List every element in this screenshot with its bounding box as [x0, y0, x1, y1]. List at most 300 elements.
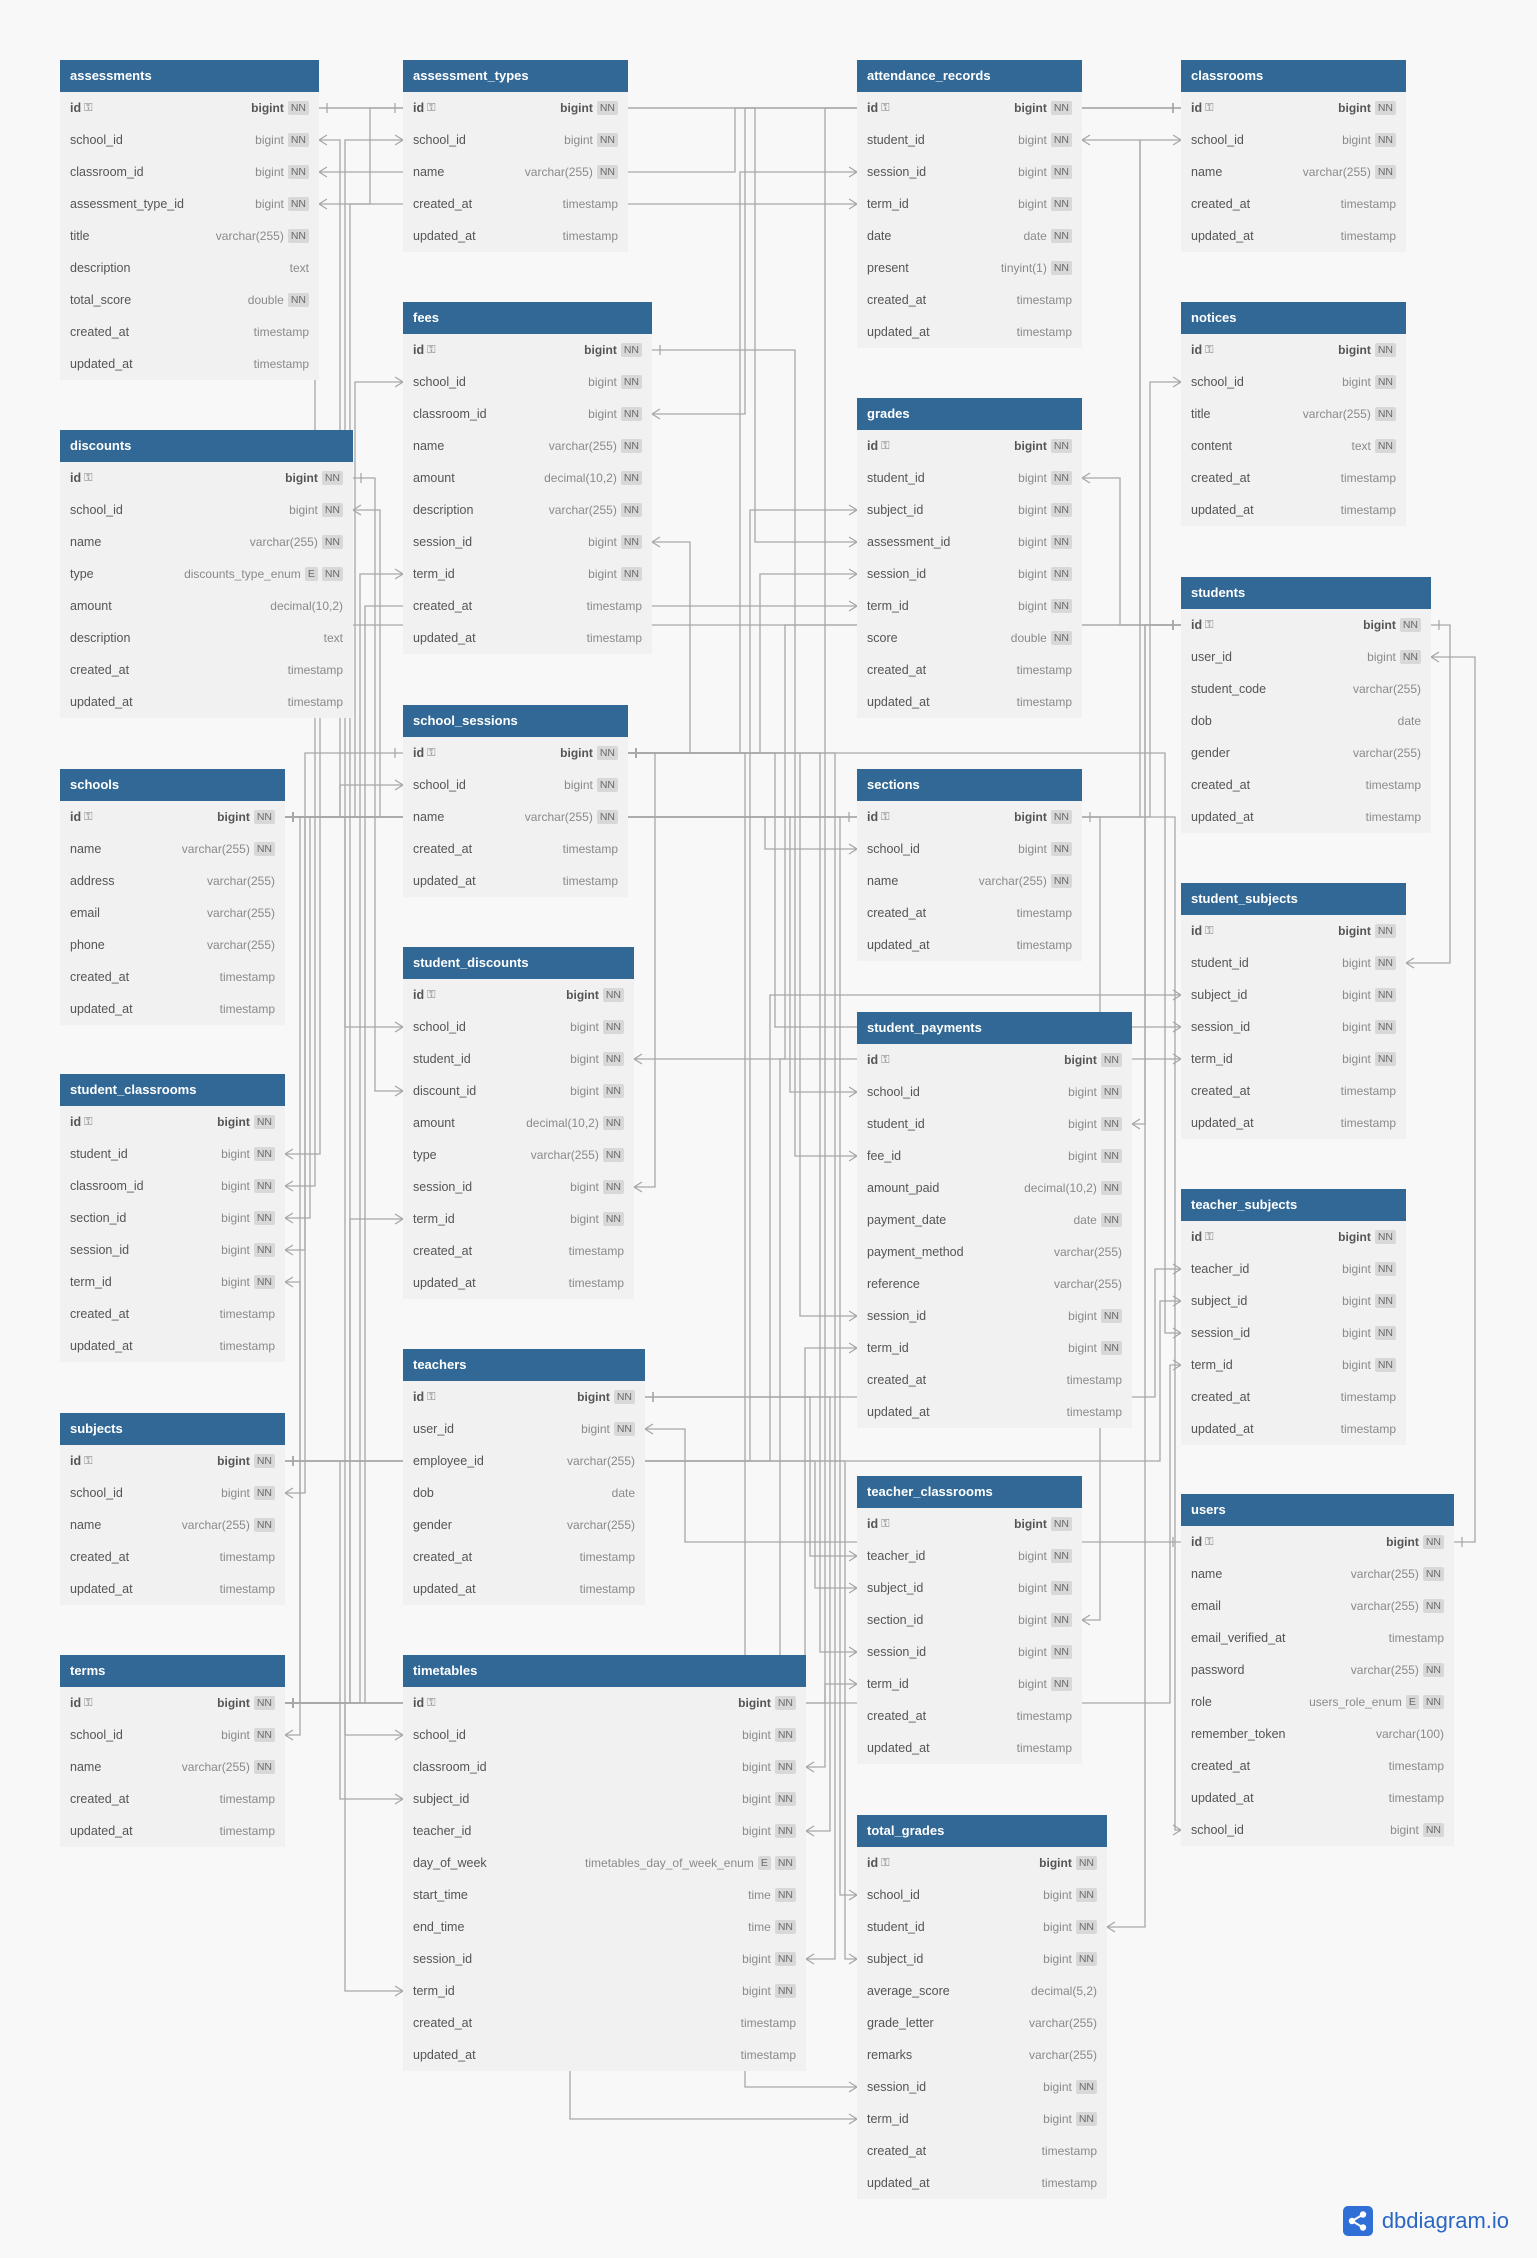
column-row[interactable]: [1181, 92, 1406, 124]
column-row[interactable]: [857, 188, 1082, 220]
column-row[interactable]: [403, 220, 628, 252]
column-name: updated_at: [1191, 810, 1254, 824]
column-row[interactable]: [60, 1106, 285, 1138]
column-row[interactable]: [1181, 1814, 1454, 1846]
column-row[interactable]: [60, 1509, 285, 1541]
column-row[interactable]: [857, 1140, 1132, 1172]
table-header[interactable]: teacher_subjects: [1181, 1189, 1406, 1221]
column-row[interactable]: [1181, 1011, 1406, 1043]
table-header[interactable]: discounts: [60, 430, 353, 462]
column-name: updated_at: [867, 2176, 930, 2190]
column-type: timestamp: [287, 695, 343, 709]
column-row[interactable]: [857, 1172, 1132, 1204]
column-row[interactable]: [1181, 641, 1431, 673]
column-row[interactable]: [403, 1509, 645, 1541]
column-row[interactable]: [857, 2167, 1107, 2199]
column-row[interactable]: [1181, 1221, 1406, 1253]
column-row[interactable]: [1181, 156, 1406, 188]
column-row[interactable]: [60, 526, 353, 558]
table-student_payments[interactable]: [857, 1012, 1132, 1428]
column-row[interactable]: [403, 833, 628, 865]
column-type: text: [1351, 439, 1371, 453]
column-row[interactable]: [857, 897, 1082, 929]
column-row[interactable]: [857, 558, 1082, 590]
column-row[interactable]: [1181, 1526, 1454, 1558]
column-row[interactable]: [857, 1364, 1132, 1396]
table-header[interactable]: classrooms: [1181, 60, 1406, 92]
column-row[interactable]: [60, 188, 319, 220]
not-null-badge: NN: [1076, 1856, 1097, 1870]
not-null-badge: NN: [603, 988, 624, 1002]
column-name: id: [413, 101, 425, 115]
column-row[interactable]: [403, 1043, 634, 1075]
column-type: bigint: [1338, 1230, 1371, 1244]
column-name: created_at: [70, 1792, 130, 1806]
column-row[interactable]: [857, 590, 1082, 622]
column-row[interactable]: [403, 558, 652, 590]
column-type: bigint: [570, 1084, 599, 1098]
column-row[interactable]: [60, 1170, 285, 1202]
column-row[interactable]: [60, 1751, 285, 1783]
column-row[interactable]: [403, 865, 628, 897]
table-teacher_classrooms[interactable]: [857, 1476, 1082, 1764]
column-name: id: [70, 101, 82, 115]
column-row[interactable]: [1181, 398, 1406, 430]
column-type: varchar(100): [1375, 1727, 1444, 1741]
table-header[interactable]: student_subjects: [1181, 883, 1406, 915]
not-null-badge: NN: [254, 1486, 275, 1500]
column-row[interactable]: [60, 1445, 285, 1477]
column-row[interactable]: [403, 979, 634, 1011]
column-row[interactable]: [60, 1138, 285, 1170]
column-type: timestamp: [1016, 938, 1072, 952]
column-row[interactable]: [857, 833, 1082, 865]
column-row[interactable]: [60, 316, 319, 348]
column-row[interactable]: [857, 1108, 1132, 1140]
column-row[interactable]: [60, 462, 353, 494]
table-header[interactable]: student_payments: [857, 1012, 1132, 1044]
column-row[interactable]: [1181, 334, 1406, 366]
many-marker: [849, 1151, 857, 1161]
column-row[interactable]: [60, 1573, 285, 1605]
table-header[interactable]: teachers: [403, 1349, 645, 1381]
table-header[interactable]: users: [1181, 1494, 1454, 1526]
not-null-badge: NN: [1423, 1567, 1444, 1581]
column-type: bigint: [1367, 650, 1396, 664]
column-row[interactable]: [857, 220, 1082, 252]
column-row[interactable]: [857, 1300, 1132, 1332]
table-timetables[interactable]: [403, 1655, 806, 2071]
column-row[interactable]: [403, 1235, 634, 1267]
column-row[interactable]: [403, 1879, 806, 1911]
not-null-badge: NN: [1375, 343, 1396, 357]
column-row[interactable]: [1181, 947, 1406, 979]
column-row[interactable]: [1181, 366, 1406, 398]
not-null-badge: NN: [775, 1952, 796, 1966]
column-row[interactable]: [1181, 1075, 1406, 1107]
column-row[interactable]: [60, 1234, 285, 1266]
table-assessment_types[interactable]: [403, 60, 628, 252]
column-row[interactable]: [403, 156, 628, 188]
column-row[interactable]: [857, 1879, 1107, 1911]
column-row[interactable]: [60, 1330, 285, 1362]
table-header[interactable]: assessment_types: [403, 60, 628, 92]
column-row[interactable]: [403, 1381, 645, 1413]
table-header[interactable]: assessments: [60, 60, 319, 92]
column-row[interactable]: [403, 1783, 806, 1815]
many-marker: [849, 537, 857, 547]
column-row[interactable]: [857, 654, 1082, 686]
column-row[interactable]: [1181, 124, 1406, 156]
column-row[interactable]: [403, 1075, 634, 1107]
column-row[interactable]: [1181, 1349, 1406, 1381]
column-row[interactable]: [403, 124, 628, 156]
column-row[interactable]: [60, 124, 319, 156]
column-name: name: [867, 874, 899, 888]
column-row[interactable]: [857, 156, 1082, 188]
column-type: timestamp: [586, 631, 642, 645]
column-row[interactable]: [403, 1413, 645, 1445]
column-row[interactable]: [857, 929, 1082, 961]
column-row[interactable]: [857, 1604, 1082, 1636]
column-row[interactable]: [857, 526, 1082, 558]
not-null-badge: NN: [254, 1275, 275, 1289]
table-attendance_records[interactable]: [857, 60, 1082, 348]
column-row[interactable]: [403, 1011, 634, 1043]
column-row[interactable]: [60, 1687, 285, 1719]
table-total_grades[interactable]: [857, 1815, 1107, 2199]
column-row[interactable]: [60, 833, 285, 865]
column-row[interactable]: [60, 220, 319, 252]
column-row[interactable]: [1181, 188, 1406, 220]
column-name: school_id: [70, 1728, 123, 1742]
table-header[interactable]: notices: [1181, 302, 1406, 334]
column-row[interactable]: [1181, 1654, 1454, 1686]
column-row[interactable]: [403, 494, 652, 526]
table-teacher_subjects[interactable]: [1181, 1189, 1406, 1445]
primary-key-icon: ⚿: [1205, 618, 1214, 631]
column-row[interactable]: [1181, 1718, 1454, 1750]
column-name: session_id: [867, 165, 927, 179]
column-row[interactable]: [1181, 430, 1406, 462]
column-row[interactable]: [403, 1171, 634, 1203]
column-type: bigint: [581, 1422, 610, 1436]
table-student_subjects[interactable]: [1181, 883, 1406, 1139]
column-row[interactable]: [1181, 737, 1431, 769]
column-type: varchar(255): [978, 874, 1047, 888]
not-null-badge: NN: [254, 1115, 275, 1129]
table-sections[interactable]: [857, 769, 1082, 961]
column-row[interactable]: [857, 1700, 1082, 1732]
column-type: bigint: [570, 1180, 599, 1194]
column-row[interactable]: [60, 252, 319, 284]
not-null-badge: NN: [1375, 1294, 1396, 1308]
column-row[interactable]: [60, 1719, 285, 1751]
not-null-badge: NN: [1051, 197, 1072, 211]
column-row[interactable]: [60, 865, 285, 897]
column-name: id: [867, 1053, 879, 1067]
table-student_discounts[interactable]: [403, 947, 634, 1299]
column-row[interactable]: [1181, 1590, 1454, 1622]
table-header[interactable]: teacher_classrooms: [857, 1476, 1082, 1508]
column-row[interactable]: [403, 1719, 806, 1751]
column-row[interactable]: [1181, 494, 1406, 526]
column-row[interactable]: [60, 929, 285, 961]
brand-logo[interactable]: [1343, 2206, 1509, 2236]
column-row[interactable]: [60, 558, 353, 590]
column-row[interactable]: [60, 1783, 285, 1815]
column-row[interactable]: [857, 1268, 1132, 1300]
column-row[interactable]: [403, 1541, 645, 1573]
column-row[interactable]: [1181, 609, 1431, 641]
table-fees[interactable]: [403, 302, 652, 654]
column-row[interactable]: [60, 590, 353, 622]
column-row[interactable]: [1181, 462, 1406, 494]
table-header[interactable]: fees: [403, 302, 652, 334]
column-row[interactable]: [1181, 801, 1431, 833]
column-row[interactable]: [60, 801, 285, 833]
column-row[interactable]: [857, 1236, 1132, 1268]
column-row[interactable]: [403, 1975, 806, 2007]
not-null-badge: NN: [1051, 133, 1072, 147]
column-row[interactable]: [403, 2007, 806, 2039]
column-row[interactable]: [1181, 915, 1406, 947]
not-null-badge: NN: [254, 1728, 275, 1742]
column-name: created_at: [413, 1550, 473, 1564]
column-row[interactable]: [857, 1668, 1082, 1700]
not-null-badge: NN: [621, 439, 642, 453]
column-type: bigint: [560, 746, 593, 760]
column-row[interactable]: [857, 2039, 1107, 2071]
column-name: student_id: [867, 133, 925, 147]
column-row[interactable]: [857, 1508, 1082, 1540]
column-row[interactable]: [403, 398, 652, 430]
table-header[interactable]: terms: [60, 1655, 285, 1687]
column-row[interactable]: [1181, 705, 1431, 737]
table-teachers[interactable]: [403, 1349, 645, 1605]
table-grades[interactable]: [857, 398, 1082, 718]
column-row[interactable]: [857, 284, 1082, 316]
column-row[interactable]: [857, 252, 1082, 284]
column-row[interactable]: [857, 1332, 1132, 1364]
table-header[interactable]: school_sessions: [403, 705, 628, 737]
column-row[interactable]: [403, 430, 652, 462]
table-header[interactable]: subjects: [60, 1413, 285, 1445]
many-marker: [395, 377, 403, 387]
column-row[interactable]: [857, 1076, 1132, 1108]
column-name: school_id: [413, 375, 466, 389]
table-subjects[interactable]: [60, 1413, 285, 1605]
column-row[interactable]: [1181, 220, 1406, 252]
column-row[interactable]: [1181, 979, 1406, 1011]
column-row[interactable]: [60, 156, 319, 188]
column-row[interactable]: [857, 865, 1082, 897]
column-row[interactable]: [1181, 1107, 1406, 1139]
column-row[interactable]: [403, 1943, 806, 1975]
column-row[interactable]: [60, 993, 285, 1025]
column-row[interactable]: [857, 686, 1082, 718]
column-type: bigint: [1018, 599, 1047, 613]
column-row[interactable]: [60, 348, 319, 380]
column-name: updated_at: [867, 695, 930, 709]
column-row[interactable]: [857, 1572, 1082, 1604]
column-row[interactable]: [403, 1687, 806, 1719]
column-row[interactable]: [60, 1541, 285, 1573]
column-name: end_time: [413, 1920, 465, 1934]
column-type: timestamp: [1340, 1390, 1396, 1404]
not-null-badge: NN: [775, 1984, 796, 1998]
column-row[interactable]: [403, 1267, 634, 1299]
column-row[interactable]: [403, 366, 652, 398]
table-header[interactable]: sections: [857, 769, 1082, 801]
not-null-badge: NN: [288, 197, 309, 211]
many-marker: [849, 569, 857, 579]
column-row[interactable]: [403, 526, 652, 558]
column-row[interactable]: [403, 2039, 806, 2071]
column-row[interactable]: [60, 897, 285, 929]
column-row[interactable]: [60, 1815, 285, 1847]
column-row[interactable]: [1181, 1750, 1454, 1782]
column-row[interactable]: [857, 316, 1082, 348]
table-students[interactable]: [1181, 577, 1431, 833]
column-row[interactable]: [403, 1139, 634, 1171]
column-row[interactable]: [857, 92, 1082, 124]
column-row[interactable]: [857, 622, 1082, 654]
not-null-badge: NN: [621, 407, 642, 421]
column-name: id: [867, 101, 879, 115]
column-row[interactable]: [403, 462, 652, 494]
column-row[interactable]: [60, 961, 285, 993]
table-header[interactable]: students: [1181, 577, 1431, 609]
table-header[interactable]: total_grades: [857, 1815, 1107, 1847]
table-assessments[interactable]: [60, 60, 319, 380]
not-null-badge: NN: [775, 1920, 796, 1934]
table-header[interactable]: student_classrooms: [60, 1074, 285, 1106]
column-row[interactable]: [1181, 769, 1431, 801]
column-name: id: [867, 439, 879, 453]
many-marker: [319, 167, 327, 177]
column-type: bigint: [221, 1243, 250, 1257]
table-header[interactable]: schools: [60, 769, 285, 801]
column-row[interactable]: [403, 188, 628, 220]
column-row[interactable]: [857, 2071, 1107, 2103]
column-row[interactable]: [60, 1202, 285, 1234]
column-row[interactable]: [403, 1815, 806, 1847]
column-row[interactable]: [857, 494, 1082, 526]
column-row[interactable]: [1181, 1558, 1454, 1590]
column-row[interactable]: [857, 1975, 1107, 2007]
column-row[interactable]: [857, 1732, 1082, 1764]
column-row[interactable]: [403, 1477, 645, 1509]
column-row[interactable]: [403, 1911, 806, 1943]
column-row[interactable]: [1181, 1043, 1406, 1075]
table-terms[interactable]: [60, 1655, 285, 1847]
column-row[interactable]: [60, 92, 319, 124]
table-school_sessions[interactable]: [403, 705, 628, 897]
column-row[interactable]: [60, 1266, 285, 1298]
column-row[interactable]: [60, 284, 319, 316]
table-schools[interactable]: [60, 769, 285, 1025]
column-row[interactable]: [403, 334, 652, 366]
column-row[interactable]: [857, 2007, 1107, 2039]
table-header[interactable]: attendance_records: [857, 60, 1082, 92]
column-row[interactable]: [857, 1540, 1082, 1572]
column-row[interactable]: [1181, 1782, 1454, 1814]
table-classrooms[interactable]: [1181, 60, 1406, 252]
column-row[interactable]: [403, 1107, 634, 1139]
table-student_classrooms[interactable]: [60, 1074, 285, 1362]
column-row[interactable]: [857, 1396, 1132, 1428]
column-type: bigint: [566, 988, 599, 1002]
table-header[interactable]: timetables: [403, 1655, 806, 1687]
column-row[interactable]: [857, 1204, 1132, 1236]
column-type: timestamp: [219, 1339, 275, 1353]
column-row[interactable]: [403, 801, 628, 833]
column-row[interactable]: [857, 801, 1082, 833]
column-row[interactable]: [60, 686, 353, 718]
column-row[interactable]: [857, 2135, 1107, 2167]
column-row[interactable]: [857, 1911, 1107, 1943]
table-discounts[interactable]: [60, 430, 353, 718]
column-row[interactable]: [1181, 1622, 1454, 1654]
column-row[interactable]: [60, 1477, 285, 1509]
column-row[interactable]: [1181, 1317, 1406, 1349]
column-type: timestamp: [253, 357, 309, 371]
column-row[interactable]: [60, 1298, 285, 1330]
column-row[interactable]: [60, 654, 353, 686]
table-header[interactable]: student_discounts: [403, 947, 634, 979]
column-row[interactable]: [403, 590, 652, 622]
enum-badge: E: [305, 567, 318, 581]
column-row[interactable]: [857, 124, 1082, 156]
column-row[interactable]: [403, 737, 628, 769]
column-row[interactable]: [1181, 1413, 1406, 1445]
column-row[interactable]: [1181, 1686, 1454, 1718]
column-row[interactable]: [403, 1847, 806, 1879]
column-name: school_id: [70, 1486, 123, 1500]
column-row[interactable]: [403, 769, 628, 801]
table-users[interactable]: [1181, 1494, 1454, 1846]
column-row[interactable]: [857, 1847, 1107, 1879]
column-row[interactable]: [857, 1636, 1082, 1668]
table-notices[interactable]: [1181, 302, 1406, 526]
column-row[interactable]: [403, 92, 628, 124]
column-row[interactable]: [60, 622, 353, 654]
column-type: bigint: [564, 133, 593, 147]
not-null-badge: NN: [254, 1179, 275, 1193]
column-row[interactable]: [857, 430, 1082, 462]
column-row[interactable]: [1181, 673, 1431, 705]
column-row[interactable]: [857, 462, 1082, 494]
column-row[interactable]: [857, 2103, 1107, 2135]
column-row[interactable]: [403, 1445, 645, 1477]
column-row[interactable]: [1181, 1381, 1406, 1413]
column-row[interactable]: [1181, 1253, 1406, 1285]
column-name: updated_at: [70, 695, 133, 709]
column-row[interactable]: [403, 1751, 806, 1783]
column-row[interactable]: [1181, 1285, 1406, 1317]
column-row[interactable]: [857, 1943, 1107, 1975]
primary-key-icon: ⚿: [1205, 101, 1214, 114]
column-row[interactable]: [403, 1203, 634, 1235]
table-header[interactable]: grades: [857, 398, 1082, 430]
column-row[interactable]: [60, 494, 353, 526]
column-name: term_id: [70, 1275, 112, 1289]
column-row[interactable]: [403, 1573, 645, 1605]
column-row[interactable]: [857, 1044, 1132, 1076]
column-row[interactable]: [403, 622, 652, 654]
many-marker: [1082, 1615, 1090, 1625]
